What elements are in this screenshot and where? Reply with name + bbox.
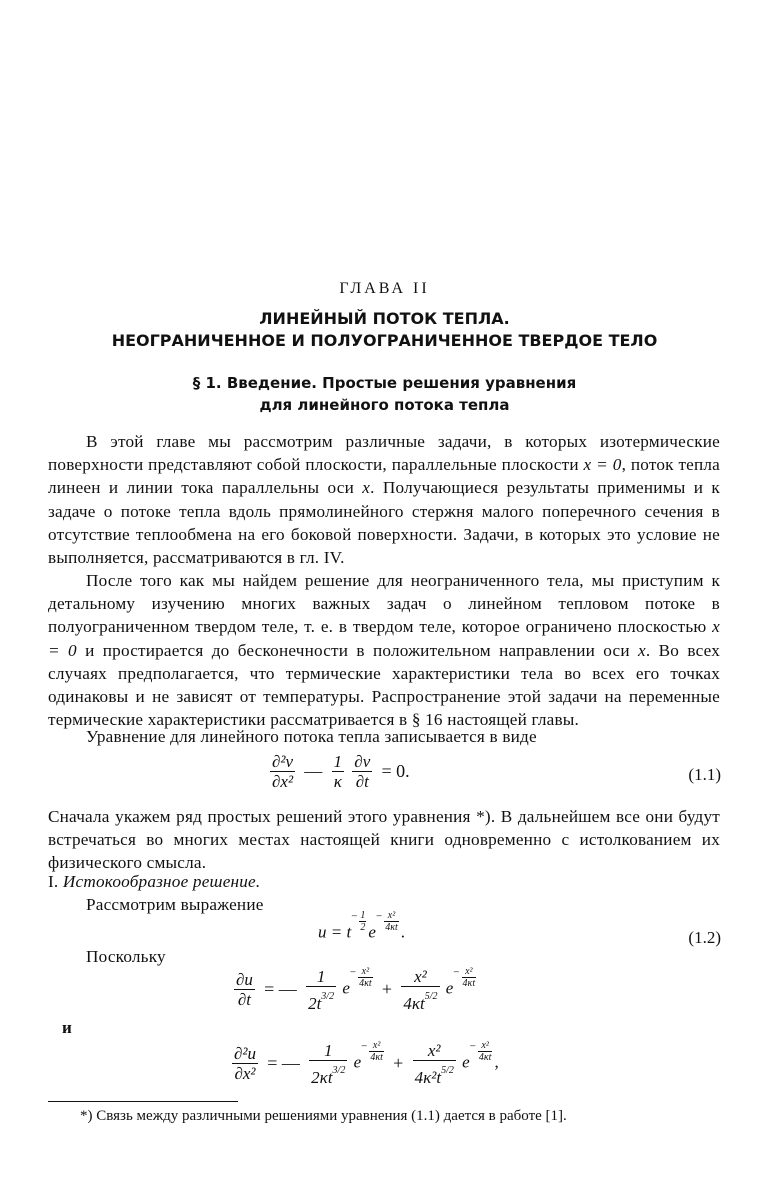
equation-1-1 [268, 752, 413, 791]
intro-text-c: . Получающиеся результаты применимы и к задаче о потоке тепла вдоль прямолинейного стержня малого поперечного сечения в отсутствие теплообмена на его боковой поверхности. Задачи, в которых это условие не выполняется, рассматриваются в гл. IV. [48, 478, 720, 568]
p2-math-x0: x = 0 [48, 617, 720, 660]
equation-1-2 [318, 910, 405, 942]
p2-text-c: . Во всех случаях предполагается, что термические характеристики тела во всех его точках одинаковы и не зависят от температуры. Распространение этой задачи на переменные термические характеристики рассматривается в § 16 настоящей главы. [48, 640, 720, 730]
eq1-minus: — [304, 761, 323, 781]
equation-du-dt: $\frac{\partial u}{\partial t}$ = — $\frac{1}{2t^{3/2}}$ e− $\frac{\text{x²}}{4\kappa t}$ + $\frac{\text{x²}}{4\kappa t^{5/2}}$ e− $\frac{\text{x²}}{4\kappa t}$ [236, 966, 476, 1013]
item-heading [48, 870, 720, 893]
equation-d2u-dx2: $\frac{\text{∂²u}}{\text{∂x²}}$ = — $\frac{1}{2\kappa t^{3/2}}$ e− $\frac{\text{x²}}{4\kappa t}$ + $\frac{\text{x²}}{4\kappa^2t^{5/2}}$ e− $\frac{\text{x²}}{4\kappa t}$ , [234, 1040, 499, 1087]
eq3-frac2: $\frac{\text{x²}}{4\kappa t^{5/2}}$ [403, 966, 438, 1013]
intro-paragraph [48, 430, 720, 569]
intro-math-x0: x = 0 [583, 455, 622, 475]
eq1-term3: $\frac{\partial v}{\partial t}$ [354, 752, 371, 791]
eq4-end: , [494, 1052, 499, 1072]
footnote-divider [48, 1101, 238, 1102]
intro-text-a: В этой главе мы рассмотрим различные задачи, в которых изотермические поверхности представляют собой плоскости, параллельные плоскости [48, 432, 720, 475]
equation-intro [48, 725, 720, 748]
item-number: I. [48, 872, 59, 891]
p2-math-x: x [638, 640, 646, 660]
second-paragraph [48, 569, 720, 731]
third-paragraph [48, 805, 720, 875]
eq1-term1: $\frac{\text{∂²v}}{\text{∂x²}}$ [272, 752, 294, 791]
eq2-end: . [400, 922, 406, 942]
eq4-frac1: $\frac{1}{2\kappa t^{3/2}}$ [311, 1040, 346, 1087]
eq3-lhs: $\frac{\partial u}{\partial t}$ [236, 970, 253, 1009]
eq4-e1: e [353, 1052, 362, 1072]
eq1-rhs: = 0. [381, 761, 410, 781]
chapter-title-line1: ЛИНЕЙНЫЙ ПОТОК ТЕПЛА. [259, 309, 510, 328]
and-label: и [62, 1018, 72, 1037]
intro-text-b: , поток тепла линеен и линии тока параллельны оси [48, 455, 721, 498]
eq3-plus: + [381, 979, 393, 999]
item-title: Истокообразное решение. [62, 872, 261, 891]
section-title-line1: § 1. Введение. Простые решения уравнения [192, 374, 577, 392]
intro-math-x: x [362, 478, 371, 498]
eq4-frac2: $\frac{\text{x²}}{4\kappa^2t^{5/2}}$ [414, 1040, 454, 1087]
eq2-base: e [368, 922, 376, 942]
since-line [48, 945, 720, 968]
equation-intro-text: Уравнение для линейного потока тепла записывается в виде [86, 727, 537, 746]
p2-text-a: После того как мы найдем решение для неограниченного тела, мы приступим к детальному изучению многих важных задач о линейном тепловом потоке в полуограниченном твердом теле, т. е. в твердом теле, которое ограничено плоскостью [48, 571, 720, 637]
eq1-term2: $\frac{1}{\kappa}$ [333, 752, 343, 791]
equation-number-1-2: (1.2) [688, 928, 721, 947]
eq3-frac1: $\frac{1}{2t^{3/2}}$ [308, 966, 335, 1013]
eq2-lhs: u = t [318, 922, 352, 942]
since-text: Поскольку [86, 947, 166, 966]
equation-number-1-1: (1.1) [688, 765, 721, 784]
chapter-title [0, 308, 769, 352]
eq3-equals: = — [264, 979, 297, 999]
chapter-label: ГЛАВА II [339, 280, 430, 297]
eq2-exponent-1: − $\frac{1}{2}$ [351, 910, 366, 933]
eq4-lhs: $\frac{\text{∂²u}}{\text{∂x²}}$ [234, 1044, 256, 1083]
footnote: *) Связь между различными решениями уравнения (1.1) дается в работе [1]. [80, 1108, 567, 1124]
eq4-plus: + [393, 1053, 404, 1073]
eq4-equals: = — [267, 1053, 300, 1073]
third-paragraph-text: Сначала укажем ряд простых решений этого уравнения *). В дальнейшем все они будут встречаться во многих местах настоящей книги одновременно с истолкованием их физического смысла. [48, 807, 720, 873]
eq2-exponent-2: − $\frac{\text{x²}}{4\kappa t}$ [375, 910, 398, 933]
eq3-e1: e [342, 978, 350, 998]
eq4-e2: e [462, 1052, 470, 1072]
p2-text-b: и простирается до бесконечности в положительном направлении оси [76, 640, 639, 660]
eq3-e2: e [445, 978, 454, 998]
section-title-line2: для линейного потока тепла [259, 396, 510, 414]
chapter-title-line2: НЕОГРАНИЧЕННОЕ И ПОЛУОГРАНИЧЕННОЕ ТВЕРДОЕ ТЕЛО [111, 331, 658, 350]
consider-text: Рассмотрим выражение [86, 895, 264, 914]
section-title [0, 372, 769, 416]
